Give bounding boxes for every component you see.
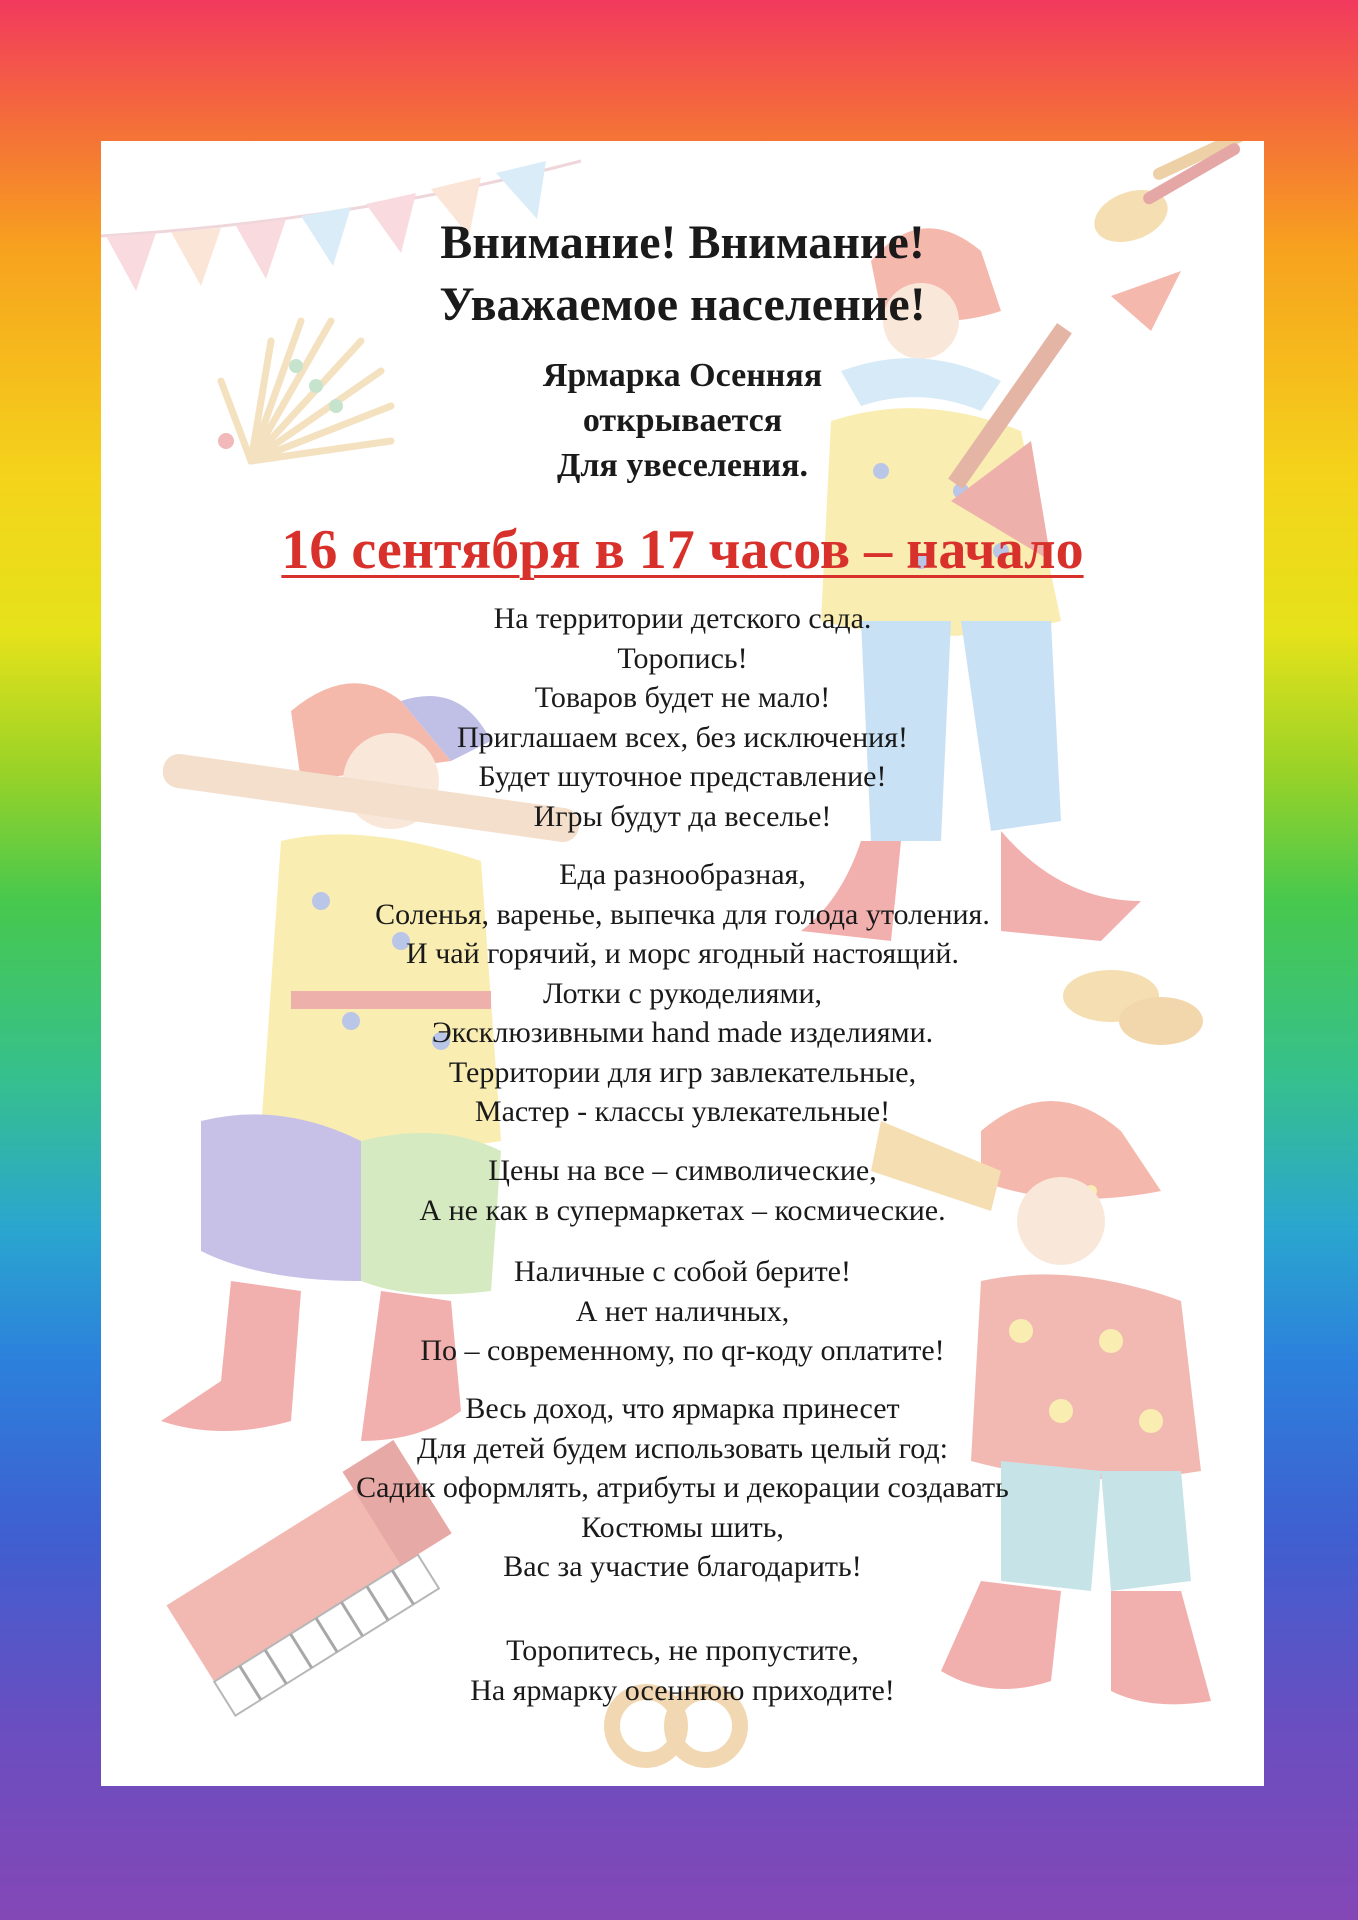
text-line: Будет шуточное представление! <box>478 760 887 793</box>
text-line: Цены на все – символические, <box>488 1154 877 1187</box>
text-line: А нет наличных, <box>575 1294 790 1328</box>
paragraph-payment <box>101 1252 1264 1371</box>
text-line: На территории детского сада. <box>493 602 872 635</box>
paragraph-income <box>101 1389 1264 1587</box>
text-line: На ярмарку осеннюю приходите! <box>470 1673 895 1707</box>
paragraph-prices <box>101 1151 1264 1230</box>
paragraph-food <box>101 855 1264 1132</box>
text-line: И чай горячий, и морс ягодный настоящий. <box>406 937 959 970</box>
text-line: Лотки с рукоделиями, <box>543 976 822 1010</box>
subheading-line-1: Ярмарка Осенняя <box>542 357 823 394</box>
text-line: По – современному, по qr-коду оплатите! <box>420 1334 945 1367</box>
text-line: Садик оформлять, атрибуты и декорации создавать <box>356 1471 1009 1504</box>
text-line: Для детей будем использовать целый год: <box>417 1431 948 1465</box>
subheading-line-2: открывается <box>582 402 783 439</box>
paragraph-location <box>101 599 1264 836</box>
text-line: Наличные с собой берите! <box>514 1255 851 1288</box>
text-line: Костюмы шить, <box>581 1510 784 1544</box>
text-line: Весь доход, что ярмарка принесет <box>465 1392 900 1425</box>
text-line: Мастер - классы увлекательные! <box>474 1095 891 1128</box>
text-line: Еда разнообразная, <box>559 858 806 891</box>
text-line: Соленья, варенье, выпечка для голода утоления. <box>375 897 990 931</box>
heading-line-2: Уважаемое население! <box>439 278 926 331</box>
heading-line-1: Внимание! Внимание! <box>440 216 925 269</box>
text-line: Торопитесь, не пропустите, <box>506 1634 859 1667</box>
text-line: Вас за участие благодарить! <box>503 1550 862 1583</box>
announcement-text <box>101 141 1264 1786</box>
event-date: 16 сентября в 17 часов – начало <box>281 519 1084 581</box>
subheading-line-3: Для увеселения. <box>556 447 809 484</box>
paragraph-closing <box>101 1631 1264 1710</box>
text-line: Игры будут да веселье! <box>533 799 832 833</box>
text-line: Эксклюзивными hand made изделиями. <box>431 1016 934 1049</box>
poster-sheet <box>101 141 1264 1786</box>
text-line: Приглашаем всех, без исключения! <box>457 720 908 754</box>
text-line: А не как в супермаркетах – космические. <box>419 1193 946 1227</box>
text-line: Торопись! <box>617 641 748 675</box>
text-line: Территории для игр завлекательные, <box>448 1055 917 1089</box>
text-line: Товаров будет не мало! <box>534 681 831 714</box>
